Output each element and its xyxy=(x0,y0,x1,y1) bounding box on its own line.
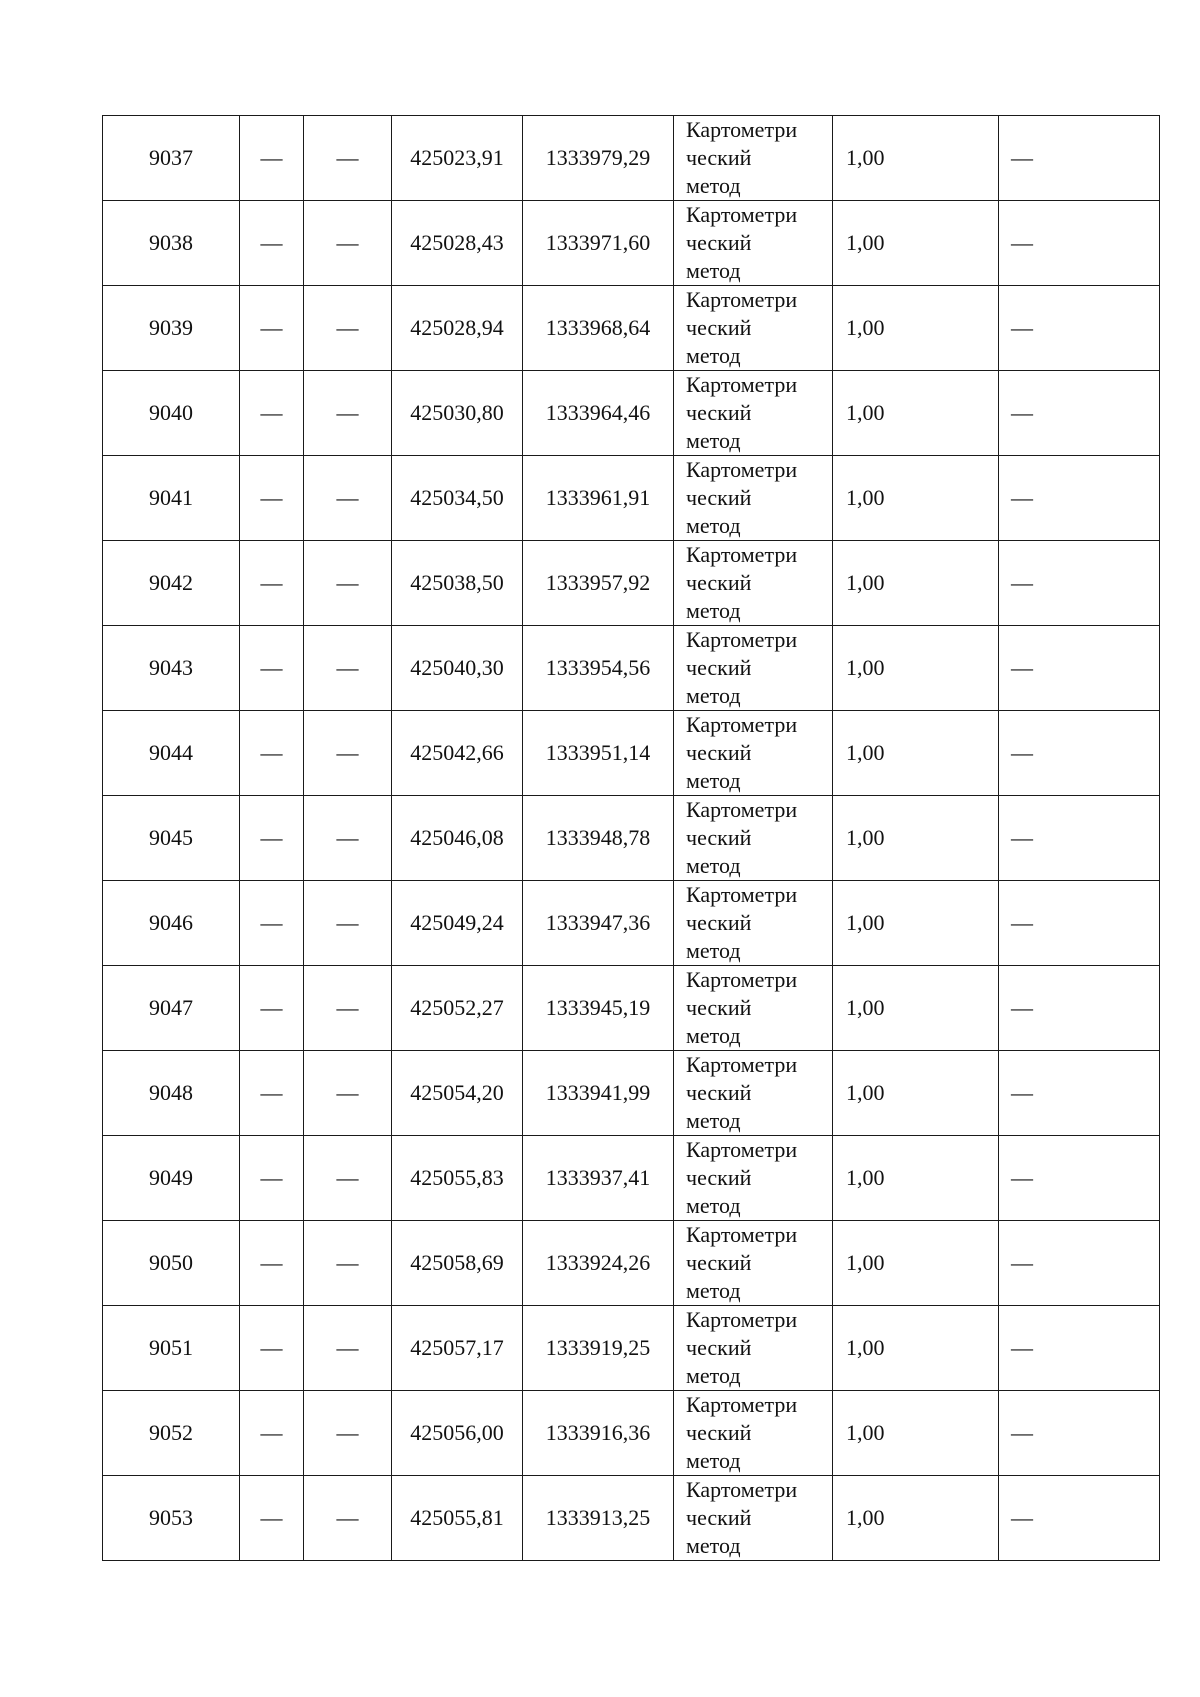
empty-dash-cell: — xyxy=(304,1306,392,1391)
method-cell: Картометри ческий метод xyxy=(674,286,833,371)
empty-dash-cell: — xyxy=(240,1051,304,1136)
x-coordinate-cell: 425034,50 xyxy=(392,456,523,541)
point-number-cell: 9047 xyxy=(103,966,240,1051)
empty-dash-cell: — xyxy=(304,626,392,711)
table-row xyxy=(103,201,1160,286)
empty-dash-cell: — xyxy=(304,711,392,796)
y-coordinate-cell: 1333945,19 xyxy=(523,966,674,1051)
accuracy-cell: 1,00 xyxy=(833,116,999,201)
point-number-cell: 9053 xyxy=(103,1476,240,1561)
y-coordinate-cell: 1333961,91 xyxy=(523,456,674,541)
empty-dash-cell: — xyxy=(999,116,1160,201)
method-cell: Картометри ческий метод xyxy=(674,1306,833,1391)
table-row xyxy=(103,1391,1160,1476)
point-number-cell: 9040 xyxy=(103,371,240,456)
empty-dash-cell: — xyxy=(999,1306,1160,1391)
table-row xyxy=(103,456,1160,541)
method-cell: Картометри ческий метод xyxy=(674,116,833,201)
empty-dash-cell: — xyxy=(999,286,1160,371)
point-number-cell: 9048 xyxy=(103,1051,240,1136)
y-coordinate-cell: 1333913,25 xyxy=(523,1476,674,1561)
accuracy-cell: 1,00 xyxy=(833,1476,999,1561)
table-body xyxy=(103,116,1160,1561)
x-coordinate-cell: 425046,08 xyxy=(392,796,523,881)
accuracy-cell: 1,00 xyxy=(833,1221,999,1306)
method-cell: Картометри ческий метод xyxy=(674,626,833,711)
x-coordinate-cell: 425057,17 xyxy=(392,1306,523,1391)
y-coordinate-cell: 1333947,36 xyxy=(523,881,674,966)
table-row xyxy=(103,1476,1160,1561)
empty-dash-cell: — xyxy=(240,881,304,966)
table-row xyxy=(103,1136,1160,1221)
empty-dash-cell: — xyxy=(999,1391,1160,1476)
method-cell: Картометри ческий метод xyxy=(674,541,833,626)
empty-dash-cell: — xyxy=(304,796,392,881)
empty-dash-cell: — xyxy=(304,1476,392,1561)
method-cell: Картометри ческий метод xyxy=(674,371,833,456)
empty-dash-cell: — xyxy=(240,1136,304,1221)
y-coordinate-cell: 1333919,25 xyxy=(523,1306,674,1391)
table-row xyxy=(103,881,1160,966)
table-row xyxy=(103,541,1160,626)
empty-dash-cell: — xyxy=(304,1136,392,1221)
x-coordinate-cell: 425055,81 xyxy=(392,1476,523,1561)
point-number-cell: 9050 xyxy=(103,1221,240,1306)
empty-dash-cell: — xyxy=(999,201,1160,286)
y-coordinate-cell: 1333916,36 xyxy=(523,1391,674,1476)
y-coordinate-cell: 1333957,92 xyxy=(523,541,674,626)
point-number-cell: 9051 xyxy=(103,1306,240,1391)
table-row xyxy=(103,711,1160,796)
empty-dash-cell: — xyxy=(999,796,1160,881)
y-coordinate-cell: 1333968,64 xyxy=(523,286,674,371)
table-row xyxy=(103,371,1160,456)
empty-dash-cell: — xyxy=(240,116,304,201)
accuracy-cell: 1,00 xyxy=(833,1051,999,1136)
x-coordinate-cell: 425040,30 xyxy=(392,626,523,711)
method-cell: Картометри ческий метод xyxy=(674,1391,833,1476)
empty-dash-cell: — xyxy=(240,711,304,796)
empty-dash-cell: — xyxy=(304,966,392,1051)
accuracy-cell: 1,00 xyxy=(833,881,999,966)
accuracy-cell: 1,00 xyxy=(833,456,999,541)
x-coordinate-cell: 425028,43 xyxy=(392,201,523,286)
empty-dash-cell: — xyxy=(999,1476,1160,1561)
table-row xyxy=(103,626,1160,711)
empty-dash-cell: — xyxy=(304,1221,392,1306)
x-coordinate-cell: 425055,83 xyxy=(392,1136,523,1221)
empty-dash-cell: — xyxy=(240,456,304,541)
y-coordinate-cell: 1333979,29 xyxy=(523,116,674,201)
point-number-cell: 9046 xyxy=(103,881,240,966)
point-number-cell: 9039 xyxy=(103,286,240,371)
accuracy-cell: 1,00 xyxy=(833,286,999,371)
table-row xyxy=(103,1306,1160,1391)
accuracy-cell: 1,00 xyxy=(833,796,999,881)
empty-dash-cell: — xyxy=(304,286,392,371)
empty-dash-cell: — xyxy=(999,1221,1160,1306)
accuracy-cell: 1,00 xyxy=(833,1391,999,1476)
method-cell: Картометри ческий метод xyxy=(674,1136,833,1221)
table-row xyxy=(103,116,1160,201)
y-coordinate-cell: 1333941,99 xyxy=(523,1051,674,1136)
x-coordinate-cell: 425023,91 xyxy=(392,116,523,201)
empty-dash-cell: — xyxy=(999,456,1160,541)
table-row xyxy=(103,796,1160,881)
accuracy-cell: 1,00 xyxy=(833,1306,999,1391)
accuracy-cell: 1,00 xyxy=(833,371,999,456)
accuracy-cell: 1,00 xyxy=(833,711,999,796)
point-number-cell: 9049 xyxy=(103,1136,240,1221)
x-coordinate-cell: 425058,69 xyxy=(392,1221,523,1306)
x-coordinate-cell: 425030,80 xyxy=(392,371,523,456)
empty-dash-cell: — xyxy=(304,541,392,626)
y-coordinate-cell: 1333924,26 xyxy=(523,1221,674,1306)
empty-dash-cell: — xyxy=(999,541,1160,626)
accuracy-cell: 1,00 xyxy=(833,1136,999,1221)
empty-dash-cell: — xyxy=(999,626,1160,711)
y-coordinate-cell: 1333954,56 xyxy=(523,626,674,711)
empty-dash-cell: — xyxy=(999,371,1160,456)
method-cell: Картометри ческий метод xyxy=(674,201,833,286)
coordinates-table xyxy=(102,115,1160,1561)
empty-dash-cell: — xyxy=(240,371,304,456)
empty-dash-cell: — xyxy=(240,1221,304,1306)
point-number-cell: 9043 xyxy=(103,626,240,711)
accuracy-cell: 1,00 xyxy=(833,966,999,1051)
method-cell: Картометри ческий метод xyxy=(674,1221,833,1306)
empty-dash-cell: — xyxy=(240,966,304,1051)
empty-dash-cell: — xyxy=(304,201,392,286)
method-cell: Картометри ческий метод xyxy=(674,711,833,796)
empty-dash-cell: — xyxy=(304,1051,392,1136)
accuracy-cell: 1,00 xyxy=(833,541,999,626)
y-coordinate-cell: 1333964,46 xyxy=(523,371,674,456)
method-cell: Картометри ческий метод xyxy=(674,796,833,881)
table-row xyxy=(103,1051,1160,1136)
x-coordinate-cell: 425042,66 xyxy=(392,711,523,796)
table-row xyxy=(103,286,1160,371)
empty-dash-cell: — xyxy=(999,966,1160,1051)
method-cell: Картометри ческий метод xyxy=(674,1051,833,1136)
empty-dash-cell: — xyxy=(304,881,392,966)
point-number-cell: 9045 xyxy=(103,796,240,881)
empty-dash-cell: — xyxy=(999,711,1160,796)
point-number-cell: 9052 xyxy=(103,1391,240,1476)
accuracy-cell: 1,00 xyxy=(833,201,999,286)
empty-dash-cell: — xyxy=(240,541,304,626)
empty-dash-cell: — xyxy=(999,881,1160,966)
x-coordinate-cell: 425056,00 xyxy=(392,1391,523,1476)
empty-dash-cell: — xyxy=(240,1306,304,1391)
table-row xyxy=(103,966,1160,1051)
empty-dash-cell: — xyxy=(240,201,304,286)
x-coordinate-cell: 425038,50 xyxy=(392,541,523,626)
x-coordinate-cell: 425028,94 xyxy=(392,286,523,371)
empty-dash-cell: — xyxy=(999,1136,1160,1221)
empty-dash-cell: — xyxy=(240,1391,304,1476)
y-coordinate-cell: 1333971,60 xyxy=(523,201,674,286)
y-coordinate-cell: 1333948,78 xyxy=(523,796,674,881)
point-number-cell: 9042 xyxy=(103,541,240,626)
empty-dash-cell: — xyxy=(304,116,392,201)
accuracy-cell: 1,00 xyxy=(833,626,999,711)
empty-dash-cell: — xyxy=(304,456,392,541)
x-coordinate-cell: 425049,24 xyxy=(392,881,523,966)
method-cell: Картометри ческий метод xyxy=(674,1476,833,1561)
point-number-cell: 9044 xyxy=(103,711,240,796)
table-row xyxy=(103,1221,1160,1306)
method-cell: Картометри ческий метод xyxy=(674,881,833,966)
x-coordinate-cell: 425052,27 xyxy=(392,966,523,1051)
y-coordinate-cell: 1333951,14 xyxy=(523,711,674,796)
method-cell: Картометри ческий метод xyxy=(674,456,833,541)
x-coordinate-cell: 425054,20 xyxy=(392,1051,523,1136)
empty-dash-cell: — xyxy=(240,286,304,371)
point-number-cell: 9041 xyxy=(103,456,240,541)
empty-dash-cell: — xyxy=(304,1391,392,1476)
point-number-cell: 9037 xyxy=(103,116,240,201)
empty-dash-cell: — xyxy=(999,1051,1160,1136)
point-number-cell: 9038 xyxy=(103,201,240,286)
empty-dash-cell: — xyxy=(240,626,304,711)
method-cell: Картометри ческий метод xyxy=(674,966,833,1051)
y-coordinate-cell: 1333937,41 xyxy=(523,1136,674,1221)
empty-dash-cell: — xyxy=(240,1476,304,1561)
empty-dash-cell: — xyxy=(240,796,304,881)
empty-dash-cell: — xyxy=(304,371,392,456)
